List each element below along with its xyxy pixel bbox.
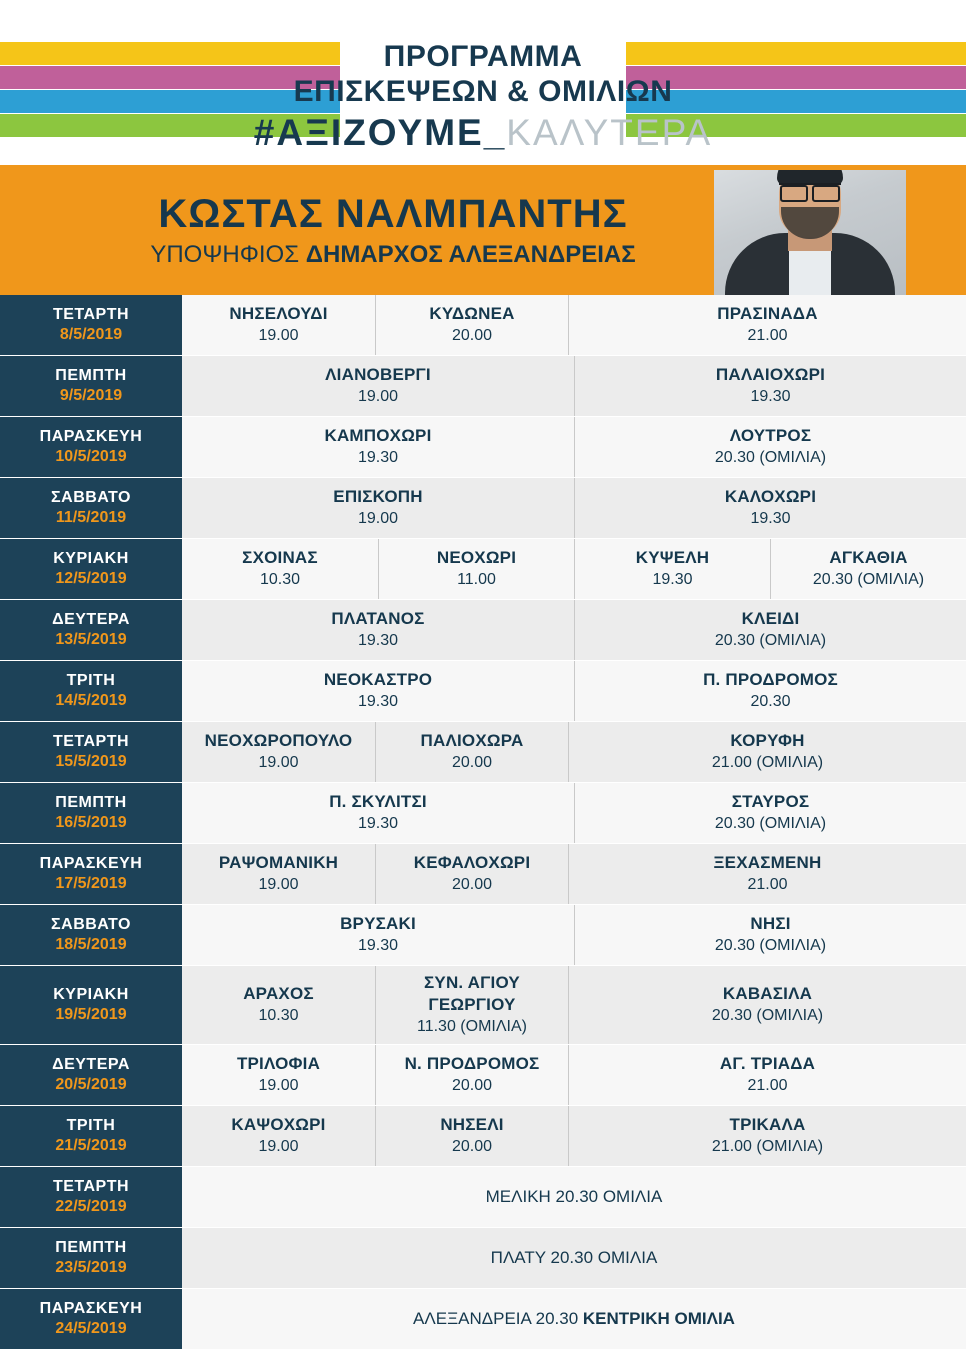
day-cell xyxy=(0,417,182,478)
table-row xyxy=(0,356,966,417)
event-cell xyxy=(375,966,568,1044)
day-cell xyxy=(0,722,182,783)
event-cell xyxy=(182,905,574,965)
day-cell xyxy=(0,661,182,722)
event-location: ΝΗΣΕΛΙ xyxy=(440,1115,504,1134)
event-cell xyxy=(182,722,375,782)
day-date: 16/5/2019 xyxy=(55,814,127,831)
photo-shirt-shape xyxy=(789,247,831,295)
event-time: 19.00 xyxy=(258,1077,299,1094)
event-location: ΝΗΣΙ xyxy=(750,914,791,933)
event-location: ΠΑΛΑΙΟΧΩΡΙ xyxy=(715,365,826,384)
event-location: ΝΕΟΧΩΡΟΠΟΥΛΟ xyxy=(204,731,353,750)
day-cell xyxy=(0,905,182,966)
events-container xyxy=(182,661,966,721)
table-row xyxy=(0,417,966,478)
event-location: ΞΕΧΑΣΜΕΝΗ xyxy=(713,853,822,872)
event-time: 20.00 xyxy=(451,876,493,893)
day-date: 19/5/2019 xyxy=(55,1006,127,1023)
event-location: ΤΡΙΚΑΛΑ xyxy=(729,1115,806,1134)
header-hashtag xyxy=(0,112,966,154)
event-cell xyxy=(182,295,375,355)
glasses-icon xyxy=(779,183,841,199)
event-cell xyxy=(568,844,966,904)
candidate-role-office: ΔΗΜΑΡΧΟΣ ΑΛΕΞΑΝΔΡΕΙΑΣ xyxy=(305,241,636,268)
day-cell xyxy=(0,295,182,356)
event-cell xyxy=(770,539,966,599)
event-time: 20.00 xyxy=(451,1077,493,1094)
day-name: ΠΕΜΠΤΗ xyxy=(55,367,127,384)
event-time: 19.00 xyxy=(258,327,299,344)
events-container xyxy=(182,905,966,965)
event-time: 20.30 (ΟΜΙΛΙΑ) xyxy=(714,937,827,954)
events-container xyxy=(182,722,966,782)
day-name: ΔΕΥΤΕΡΑ xyxy=(52,611,130,628)
day-cell xyxy=(0,600,182,661)
event-location: ΤΡΙΛΟΦΙΑ xyxy=(236,1054,321,1073)
table-row xyxy=(0,295,966,356)
event-time: 19.30 xyxy=(357,449,399,466)
event-cell xyxy=(574,539,770,599)
day-name: ΣΑΒΒΑΤΟ xyxy=(51,489,131,506)
event-time: 20.30 (ΟΜΙΛΙΑ) xyxy=(714,815,827,832)
day-name: ΚΥΡΙΑΚΗ xyxy=(53,986,129,1003)
schedule-table xyxy=(0,295,966,1350)
event-location: ΚΥΨΕΛΗ xyxy=(635,548,710,567)
day-cell xyxy=(0,539,182,600)
day-date: 14/5/2019 xyxy=(55,692,127,709)
day-name: ΤΡΙΤΗ xyxy=(66,1117,116,1134)
header-title-line1: ΠΡΟΓΡΑΜΜΑ xyxy=(383,40,583,73)
event-cell xyxy=(182,539,378,599)
event-cell xyxy=(182,1167,966,1227)
event-time: 19.00 xyxy=(357,510,399,527)
event-location: ΚΑΒΑΣΙΛΑ xyxy=(722,984,813,1003)
day-name: ΠΕΜΠΤΗ xyxy=(55,1239,127,1256)
events-container xyxy=(182,783,966,843)
poster-header xyxy=(0,0,966,165)
event-location: ΛΙΑΝΟΒΕΡΓΙ xyxy=(325,365,431,384)
events-container xyxy=(182,1167,966,1227)
event-cell xyxy=(182,417,574,477)
event-cell xyxy=(182,1289,966,1349)
event-time: 21.00 (ΟΜΙΛΙΑ) xyxy=(711,1138,824,1155)
candidate-name: ΚΩΣΤΑΣ ΝΑΛΜΠΑΝΤΗΣ xyxy=(158,192,628,236)
day-cell xyxy=(0,1106,182,1167)
event-location: Ν. ΠΡΟΔΡΟΜΟΣ xyxy=(404,1054,540,1073)
event-cell xyxy=(182,1228,966,1288)
event-time: 19.30 xyxy=(357,937,399,954)
day-cell xyxy=(0,1289,182,1350)
event-cell xyxy=(375,844,568,904)
event-time: 20.00 xyxy=(451,1138,493,1155)
day-date: 11/5/2019 xyxy=(55,509,127,526)
event-time: 20.30 (ΟΜΙΛΙΑ) xyxy=(714,449,827,466)
event-location: ΑΓΚΑΘΙΑ xyxy=(829,548,908,567)
event-location: ΚΑΛΟΧΩΡΙ xyxy=(724,487,817,506)
event-location: ΚΕΦΑΛΟΧΩΡΙ xyxy=(413,853,531,872)
day-name: ΣΑΒΒΑΤΟ xyxy=(51,916,131,933)
day-name: ΠΕΜΠΤΗ xyxy=(55,794,127,811)
event-time: 10.30 xyxy=(259,571,301,588)
day-date: 23/5/2019 xyxy=(55,1259,127,1276)
day-cell xyxy=(0,1228,182,1289)
event-cell xyxy=(182,1106,375,1166)
event-location: ΠΛΑΤΑΝΟΣ xyxy=(331,609,425,628)
events-container xyxy=(182,1045,966,1105)
day-cell xyxy=(0,844,182,905)
table-row xyxy=(0,600,966,661)
events-container xyxy=(182,295,966,355)
event-location: ΚΛΕΙΔΙ xyxy=(741,609,800,628)
day-date: 21/5/2019 xyxy=(55,1137,127,1154)
table-row xyxy=(0,661,966,722)
event-location: ΝΕΟΚΑΣΤΡΟ xyxy=(323,670,433,689)
event-cell xyxy=(568,1106,966,1166)
event-time: 20.00 xyxy=(451,327,493,344)
event-location: ΣΥΝ. ΑΓΙΟΥ ΓΕΩΡΓΙΟΥ xyxy=(424,973,520,1014)
events-container xyxy=(182,1106,966,1166)
event-cell xyxy=(574,783,966,843)
event-location: Π. ΣΚΥΛΙΤΣΙ xyxy=(329,792,427,811)
event-text: ΜΕΛΙΚΗ 20.30 ΟΜΙΛΙΑ xyxy=(485,1187,663,1206)
event-time: 21.00 (ΟΜΙΛΙΑ) xyxy=(711,754,824,771)
event-time: 20.00 xyxy=(451,754,493,771)
event-cell xyxy=(378,539,574,599)
event-cell xyxy=(568,966,966,1044)
day-cell xyxy=(0,478,182,539)
day-date: 9/5/2019 xyxy=(59,387,123,404)
event-time: 20.30 (ΟΜΙΛΙΑ) xyxy=(714,632,827,649)
event-cell xyxy=(574,417,966,477)
events-container xyxy=(182,356,966,416)
candidate-banner xyxy=(0,165,966,295)
event-location: ΣΤΑΥΡΟΣ xyxy=(731,792,810,811)
events-container xyxy=(182,417,966,477)
event-location: ΑΡΑΧΟΣ xyxy=(243,984,314,1003)
day-name: ΚΥΡΙΑΚΗ xyxy=(53,550,129,567)
header-title-line2: ΕΠΙΣΚΕΨΕΩΝ & ΟΜΙΛΙΩΝ xyxy=(293,75,673,108)
table-row xyxy=(0,539,966,600)
event-text xyxy=(413,1308,735,1330)
table-row xyxy=(0,1289,966,1350)
day-cell xyxy=(0,783,182,844)
event-location: ΝΕΟΧΩΡΙ xyxy=(436,548,517,567)
event-location: ΕΠΙΣΚΟΠΗ xyxy=(333,487,423,506)
event-time: 11.00 xyxy=(457,571,496,588)
event-time: 20.30 xyxy=(750,693,791,710)
event-cell xyxy=(574,905,966,965)
event-cell xyxy=(182,661,574,721)
event-time: 19.00 xyxy=(357,388,399,405)
day-date: 10/5/2019 xyxy=(55,448,127,465)
event-location: ΛΟΥΤΡΟΣ xyxy=(729,426,812,445)
day-name: ΤΕΤΑΡΤΗ xyxy=(52,306,130,323)
table-row xyxy=(0,1167,966,1228)
events-container xyxy=(182,539,966,599)
event-cell xyxy=(574,600,966,660)
event-cell xyxy=(568,295,966,355)
hashtag-bold-part: #ΑΞΙΖΟΥΜΕ_ xyxy=(253,112,507,153)
event-time: 21.00 xyxy=(747,876,788,893)
event-location: ΠΑΛΙΟΧΩΡΑ xyxy=(420,731,524,750)
day-date: 20/5/2019 xyxy=(55,1076,127,1093)
candidate-photo xyxy=(714,170,906,295)
event-cell xyxy=(574,478,966,538)
event-location: ΚΥΔΩΝΕΑ xyxy=(429,304,515,323)
day-name: ΠΑΡΑΣΚΕΥΗ xyxy=(39,428,143,445)
day-date: 22/5/2019 xyxy=(55,1198,127,1215)
event-location: ΡΑΨΟΜΑΝΙΚΗ xyxy=(218,853,339,872)
events-container xyxy=(182,478,966,538)
event-location: ΚΟΡΥΦΗ xyxy=(730,731,805,750)
event-location: ΚΑΜΠΟΧΩΡΙ xyxy=(324,426,432,445)
event-location: ΝΗΣΕΛΟΥΔΙ xyxy=(229,304,328,323)
table-row xyxy=(0,1106,966,1167)
event-time: 19.30 xyxy=(750,388,791,405)
event-time: 10.30 xyxy=(258,1007,299,1024)
day-date: 18/5/2019 xyxy=(55,936,127,953)
event-cell xyxy=(182,844,375,904)
table-row xyxy=(0,966,966,1045)
event-cell xyxy=(182,1045,375,1105)
event-time: 11.30 (ΟΜΙΛΙΑ) xyxy=(417,1018,527,1035)
event-time: 19.30 xyxy=(750,510,791,527)
event-time: 21.00 xyxy=(747,327,788,344)
event-time: 20.30 (ΟΜΙΛΙΑ) xyxy=(711,1007,824,1024)
event-location: ΒΡΥΣΑΚΙ xyxy=(340,914,416,933)
day-cell xyxy=(0,1045,182,1106)
day-name: ΠΑΡΑΣΚΕΥΗ xyxy=(39,1300,143,1317)
day-name: ΤΕΤΑΡΤΗ xyxy=(52,733,130,750)
event-time: 21.00 xyxy=(747,1077,788,1094)
event-cell xyxy=(182,966,375,1044)
event-location: Π. ΠΡΟΔΡΟΜΟΣ xyxy=(703,670,838,689)
event-text: ΠΛΑΤΥ 20.30 ΟΜΙΛΙΑ xyxy=(490,1248,658,1267)
day-name: ΤΡΙΤΗ xyxy=(66,672,116,689)
event-cell xyxy=(182,783,574,843)
events-container xyxy=(182,844,966,904)
candidate-role-prefix: ΥΠΟΨΗΦΙΟΣ xyxy=(150,241,306,268)
event-cell xyxy=(375,1106,568,1166)
event-cell xyxy=(574,356,966,416)
event-time: 19.30 xyxy=(357,815,399,832)
event-cell xyxy=(375,722,568,782)
event-cell xyxy=(568,1045,966,1105)
day-cell xyxy=(0,966,182,1045)
day-date: 8/5/2019 xyxy=(59,326,123,343)
event-time: 19.00 xyxy=(258,876,299,893)
table-row xyxy=(0,478,966,539)
table-row xyxy=(0,1228,966,1289)
event-cell xyxy=(182,600,574,660)
event-time: 19.00 xyxy=(258,754,299,771)
day-date: 13/5/2019 xyxy=(55,631,127,648)
event-location: ΠΡΑΣΙΝΑΔΑ xyxy=(717,304,818,323)
day-name: ΠΑΡΑΣΚΕΥΗ xyxy=(39,855,143,872)
event-time: 19.30 xyxy=(652,571,693,588)
table-row xyxy=(0,1045,966,1106)
event-location: ΚΑΨΟΧΩΡΙ xyxy=(231,1115,326,1134)
event-cell xyxy=(375,295,568,355)
event-text-emphasis: ΚΕΝΤΡΙΚΗ ΟΜΙΛΙΑ xyxy=(582,1309,735,1328)
hashtag-light-part: ΚΑΛΥΤΕΡΑ xyxy=(506,112,713,153)
events-container xyxy=(182,1228,966,1288)
event-location: ΑΓ. ΤΡΙΑΔΑ xyxy=(719,1054,816,1073)
table-row xyxy=(0,844,966,905)
event-cell xyxy=(574,661,966,721)
events-container xyxy=(182,1289,966,1349)
day-date: 15/5/2019 xyxy=(55,753,127,770)
events-container xyxy=(182,966,966,1044)
events-container xyxy=(182,600,966,660)
day-date: 24/5/2019 xyxy=(55,1320,127,1337)
event-cell xyxy=(375,1045,568,1105)
candidate-role xyxy=(150,240,635,270)
event-time: 19.00 xyxy=(258,1138,299,1155)
day-date: 12/5/2019 xyxy=(55,570,127,587)
header-titles xyxy=(0,40,966,154)
table-row xyxy=(0,783,966,844)
day-name: ΔΕΥΤΕΡΑ xyxy=(52,1056,130,1073)
event-time: 19.30 xyxy=(357,693,399,710)
day-date: 17/5/2019 xyxy=(55,875,127,892)
day-cell xyxy=(0,356,182,417)
event-time: 19.30 xyxy=(357,632,399,649)
event-cell xyxy=(182,356,574,416)
table-row xyxy=(0,722,966,783)
event-cell xyxy=(568,722,966,782)
day-name: ΤΕΤΑΡΤΗ xyxy=(52,1178,130,1195)
day-cell xyxy=(0,1167,182,1228)
event-text-prefix: ΑΛΕΞΑΝΔΡΕΙΑ 20.30 xyxy=(413,1309,583,1328)
event-time: 20.30 (ΟΜΙΛΙΑ) xyxy=(812,571,925,588)
table-row xyxy=(0,905,966,966)
event-cell xyxy=(182,478,574,538)
event-location: ΣΧΟΙΝΑΣ xyxy=(242,548,318,567)
